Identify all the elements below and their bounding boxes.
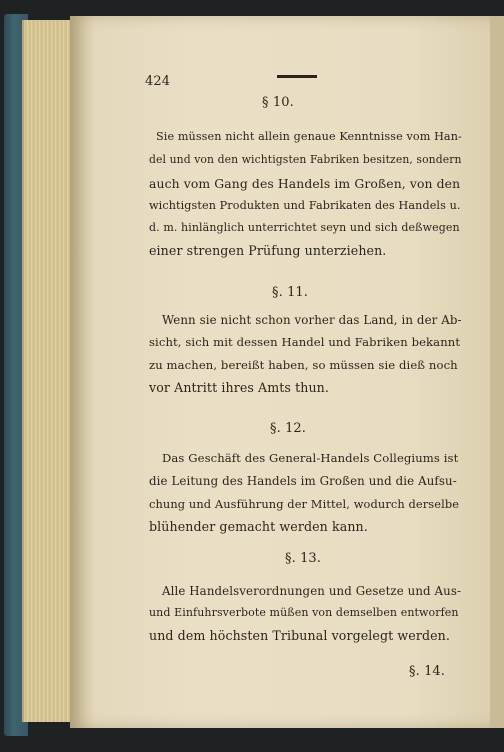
- text-line: vor Antritt ihres Amts thun.: [149, 380, 329, 395]
- text-line: die Leitung des Handels im Großen und die Aufsu-: [149, 474, 457, 488]
- catchword: §. 14.: [409, 664, 446, 679]
- text-line: Wenn sie nicht schon vorher das Land, in der Ab-: [162, 313, 462, 327]
- section-heading: § 10.: [262, 95, 294, 110]
- text-line: zu machen, bereißt haben, so müssen sie dieß noch: [149, 358, 458, 372]
- text-line: einer strengen Prüfung unterziehen.: [149, 243, 387, 258]
- next-page-edge: [490, 16, 504, 728]
- text-line: wichtigsten Produkten und Fabrikaten des Handels u.: [149, 199, 461, 212]
- text-line: Das Geschäft des General-Handels Collegiums ist: [162, 451, 459, 465]
- text-line: d. m. hinlänglich unterrichtet seyn und sich deßwegen: [149, 221, 460, 234]
- header-rule: [277, 75, 317, 78]
- text-line: auch vom Gang des Handels im Großen, von den: [149, 176, 461, 191]
- text-line: und dem höchsten Tribunal vorgelegt werden.: [149, 628, 450, 643]
- page-number: 424: [145, 74, 171, 89]
- text-line: sicht, sich mit dessen Handel und Fabriken bekannt: [149, 335, 461, 349]
- book-page: [70, 16, 498, 728]
- text-line: und Einfuhrsverbote müßen von demselben entworfen: [149, 606, 459, 619]
- text-line: blühender gemacht werden kann.: [149, 519, 368, 534]
- text-line: Alle Handelsverordnungen und Gesetze und Aus-: [162, 584, 462, 598]
- section-heading: §. 11.: [272, 285, 309, 300]
- text-line: Sie müssen nicht allein genaue Kenntnisse vom Han-: [156, 130, 462, 143]
- text-line: del und von den wichtigsten Fabriken besitzen, sondern: [149, 153, 462, 166]
- text-line: chung und Ausführung der Mittel, wodurch derselbe: [149, 497, 460, 511]
- section-heading: §. 12.: [270, 421, 307, 436]
- section-heading: §. 13.: [285, 551, 322, 566]
